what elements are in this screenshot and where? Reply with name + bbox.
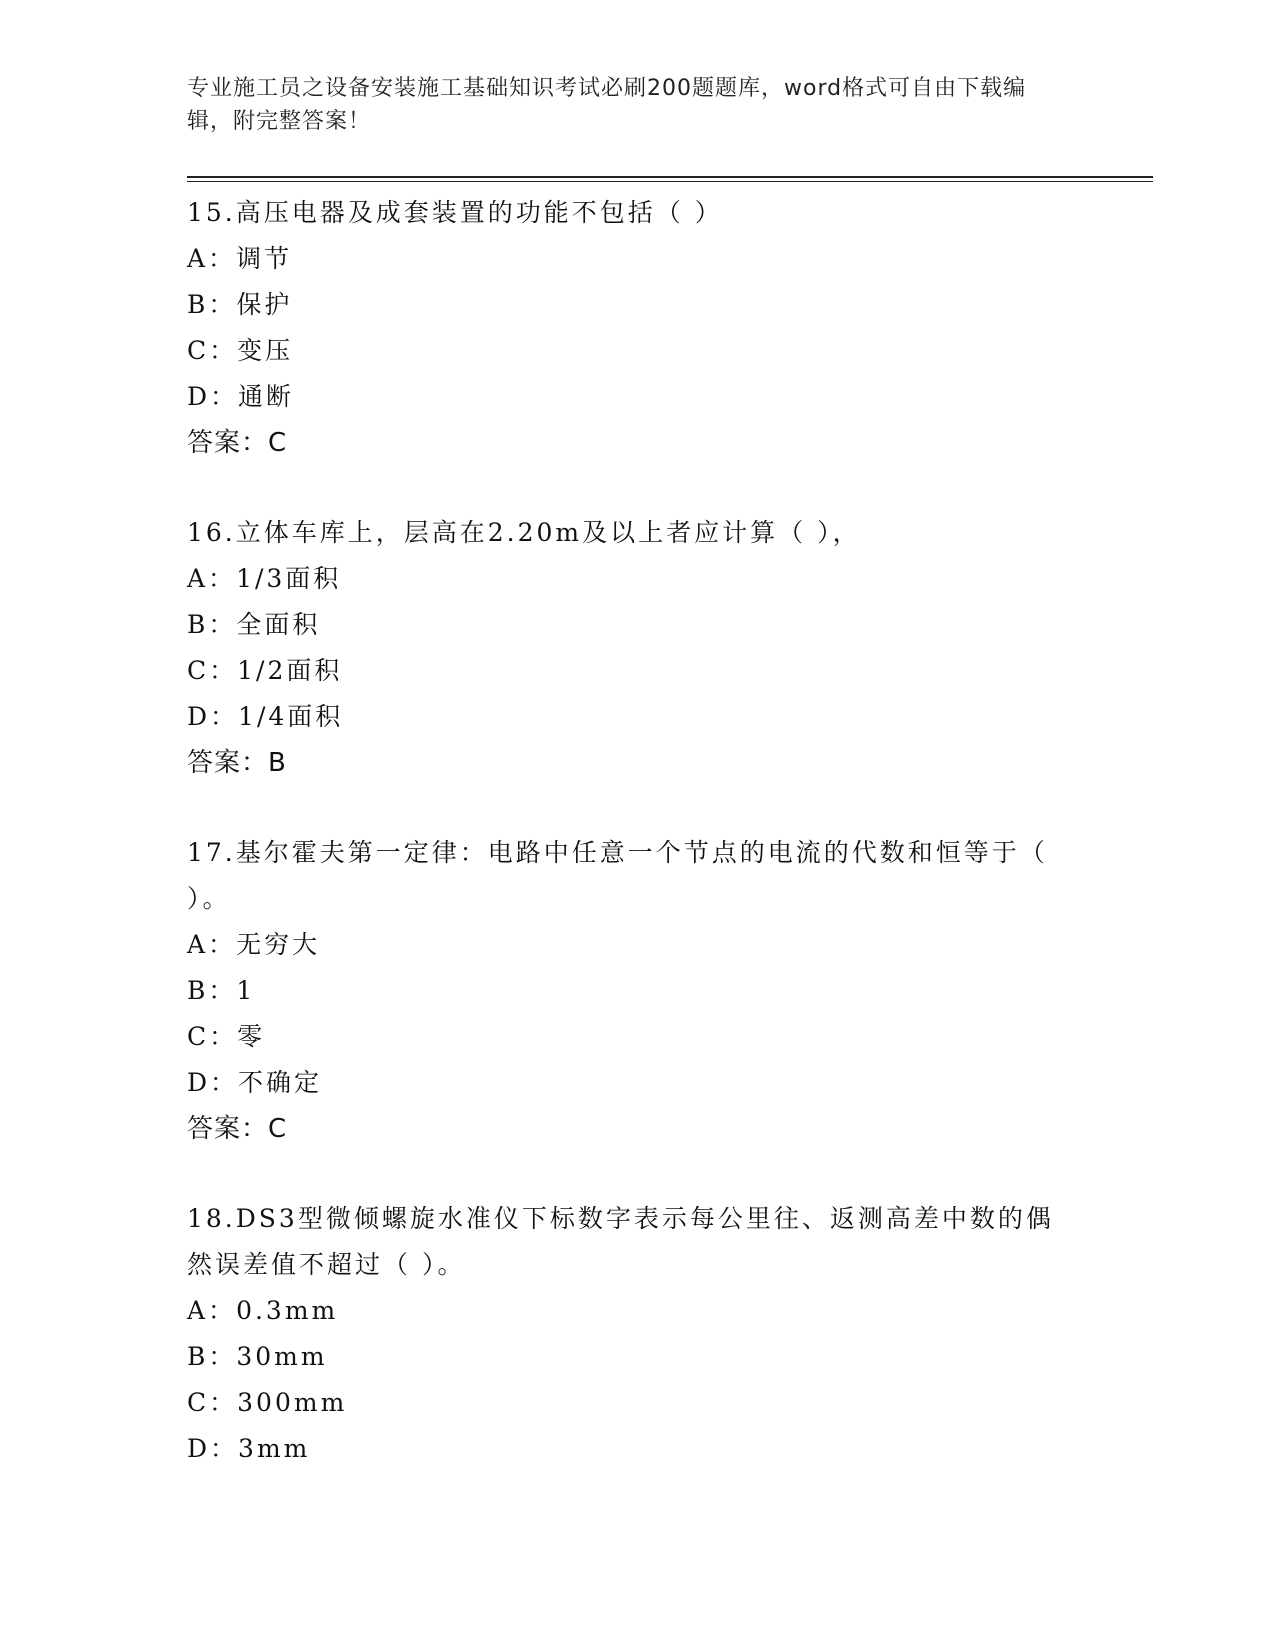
question-stem: 15.高压电器及成套装置的功能不包括（ ）: [187, 198, 723, 227]
question-18: [187, 1196, 1077, 1472]
question-17: [187, 830, 1077, 1152]
option-b: [187, 282, 1077, 328]
option-c: [187, 1014, 1077, 1060]
question-stem: 18.DS3型微倾螺旋水准仪下标数字表示每公里往、返测高差中数的偶然误差值不超过（ ）。: [187, 1204, 1054, 1279]
option-label: C：: [187, 656, 238, 685]
option-label: B：: [187, 1342, 237, 1371]
question-list: [187, 190, 1077, 1516]
option-text: 300mm: [237, 1388, 348, 1417]
option-text: 不确定: [238, 1068, 323, 1097]
option-label: A：: [187, 564, 237, 593]
answer-text: 答案：C: [187, 428, 288, 458]
option-d: [187, 694, 1077, 740]
question-stem: 17.基尔霍夫第一定律：电路中任意一个节点的电流的代数和恒等于（ ）。: [187, 838, 1048, 913]
option-label: C：: [187, 1022, 238, 1051]
option-b: [187, 602, 1077, 648]
document-header: 专业施工员之设备安装施工基础知识考试必刷200题题库，word格式可自由下载编辑，附完整答案！: [187, 76, 1027, 134]
option-text: 通断: [238, 382, 295, 411]
option-text: 调节: [236, 244, 293, 273]
option-text: 保护: [236, 290, 293, 319]
option-label: D：: [187, 1068, 239, 1097]
question-16: [187, 510, 1077, 786]
header-rule-bottom: [187, 181, 1153, 182]
answer-text: 答案：C: [187, 1114, 288, 1144]
option-b: [187, 1334, 1077, 1380]
option-c: [187, 328, 1077, 374]
option-text: 0.3mm: [236, 1296, 339, 1325]
option-d: [187, 1060, 1077, 1106]
option-label: A：: [187, 930, 237, 959]
option-text: 1/2面积: [237, 656, 343, 685]
header-rule-top: [187, 176, 1153, 178]
option-label: B：: [187, 976, 237, 1005]
option-text: 全面积: [236, 610, 321, 639]
option-text: 1/4面积: [238, 702, 344, 731]
option-text: 无穷大: [236, 930, 321, 959]
option-label: A：: [187, 1296, 237, 1325]
option-text: 变压: [237, 336, 294, 365]
option-label: A：: [187, 244, 237, 273]
option-a: [187, 1288, 1077, 1334]
option-label: D：: [187, 702, 239, 731]
option-a: [187, 922, 1077, 968]
option-label: B：: [187, 290, 237, 319]
option-text: 3mm: [238, 1434, 311, 1463]
option-text: 1/3面积: [236, 564, 342, 593]
option-b: [187, 968, 1077, 1014]
option-d: [187, 374, 1077, 420]
option-label: D：: [187, 1434, 239, 1463]
option-text: 零: [237, 1022, 266, 1051]
option-text: 30mm: [236, 1342, 328, 1371]
answer-text: 答案：B: [187, 748, 287, 778]
option-a: [187, 556, 1077, 602]
option-d: [187, 1426, 1077, 1472]
option-a: [187, 236, 1077, 282]
option-label: C：: [187, 1388, 238, 1417]
option-c: [187, 648, 1077, 694]
question-15: [187, 190, 1077, 466]
question-stem: 16.立体车库上，层高在2.20m及以上者应计算（ ），: [187, 518, 861, 547]
option-label: B：: [187, 610, 237, 639]
option-c: [187, 1380, 1077, 1426]
option-label: C：: [187, 336, 238, 365]
option-label: D：: [187, 382, 239, 411]
option-text: 1: [236, 976, 256, 1005]
